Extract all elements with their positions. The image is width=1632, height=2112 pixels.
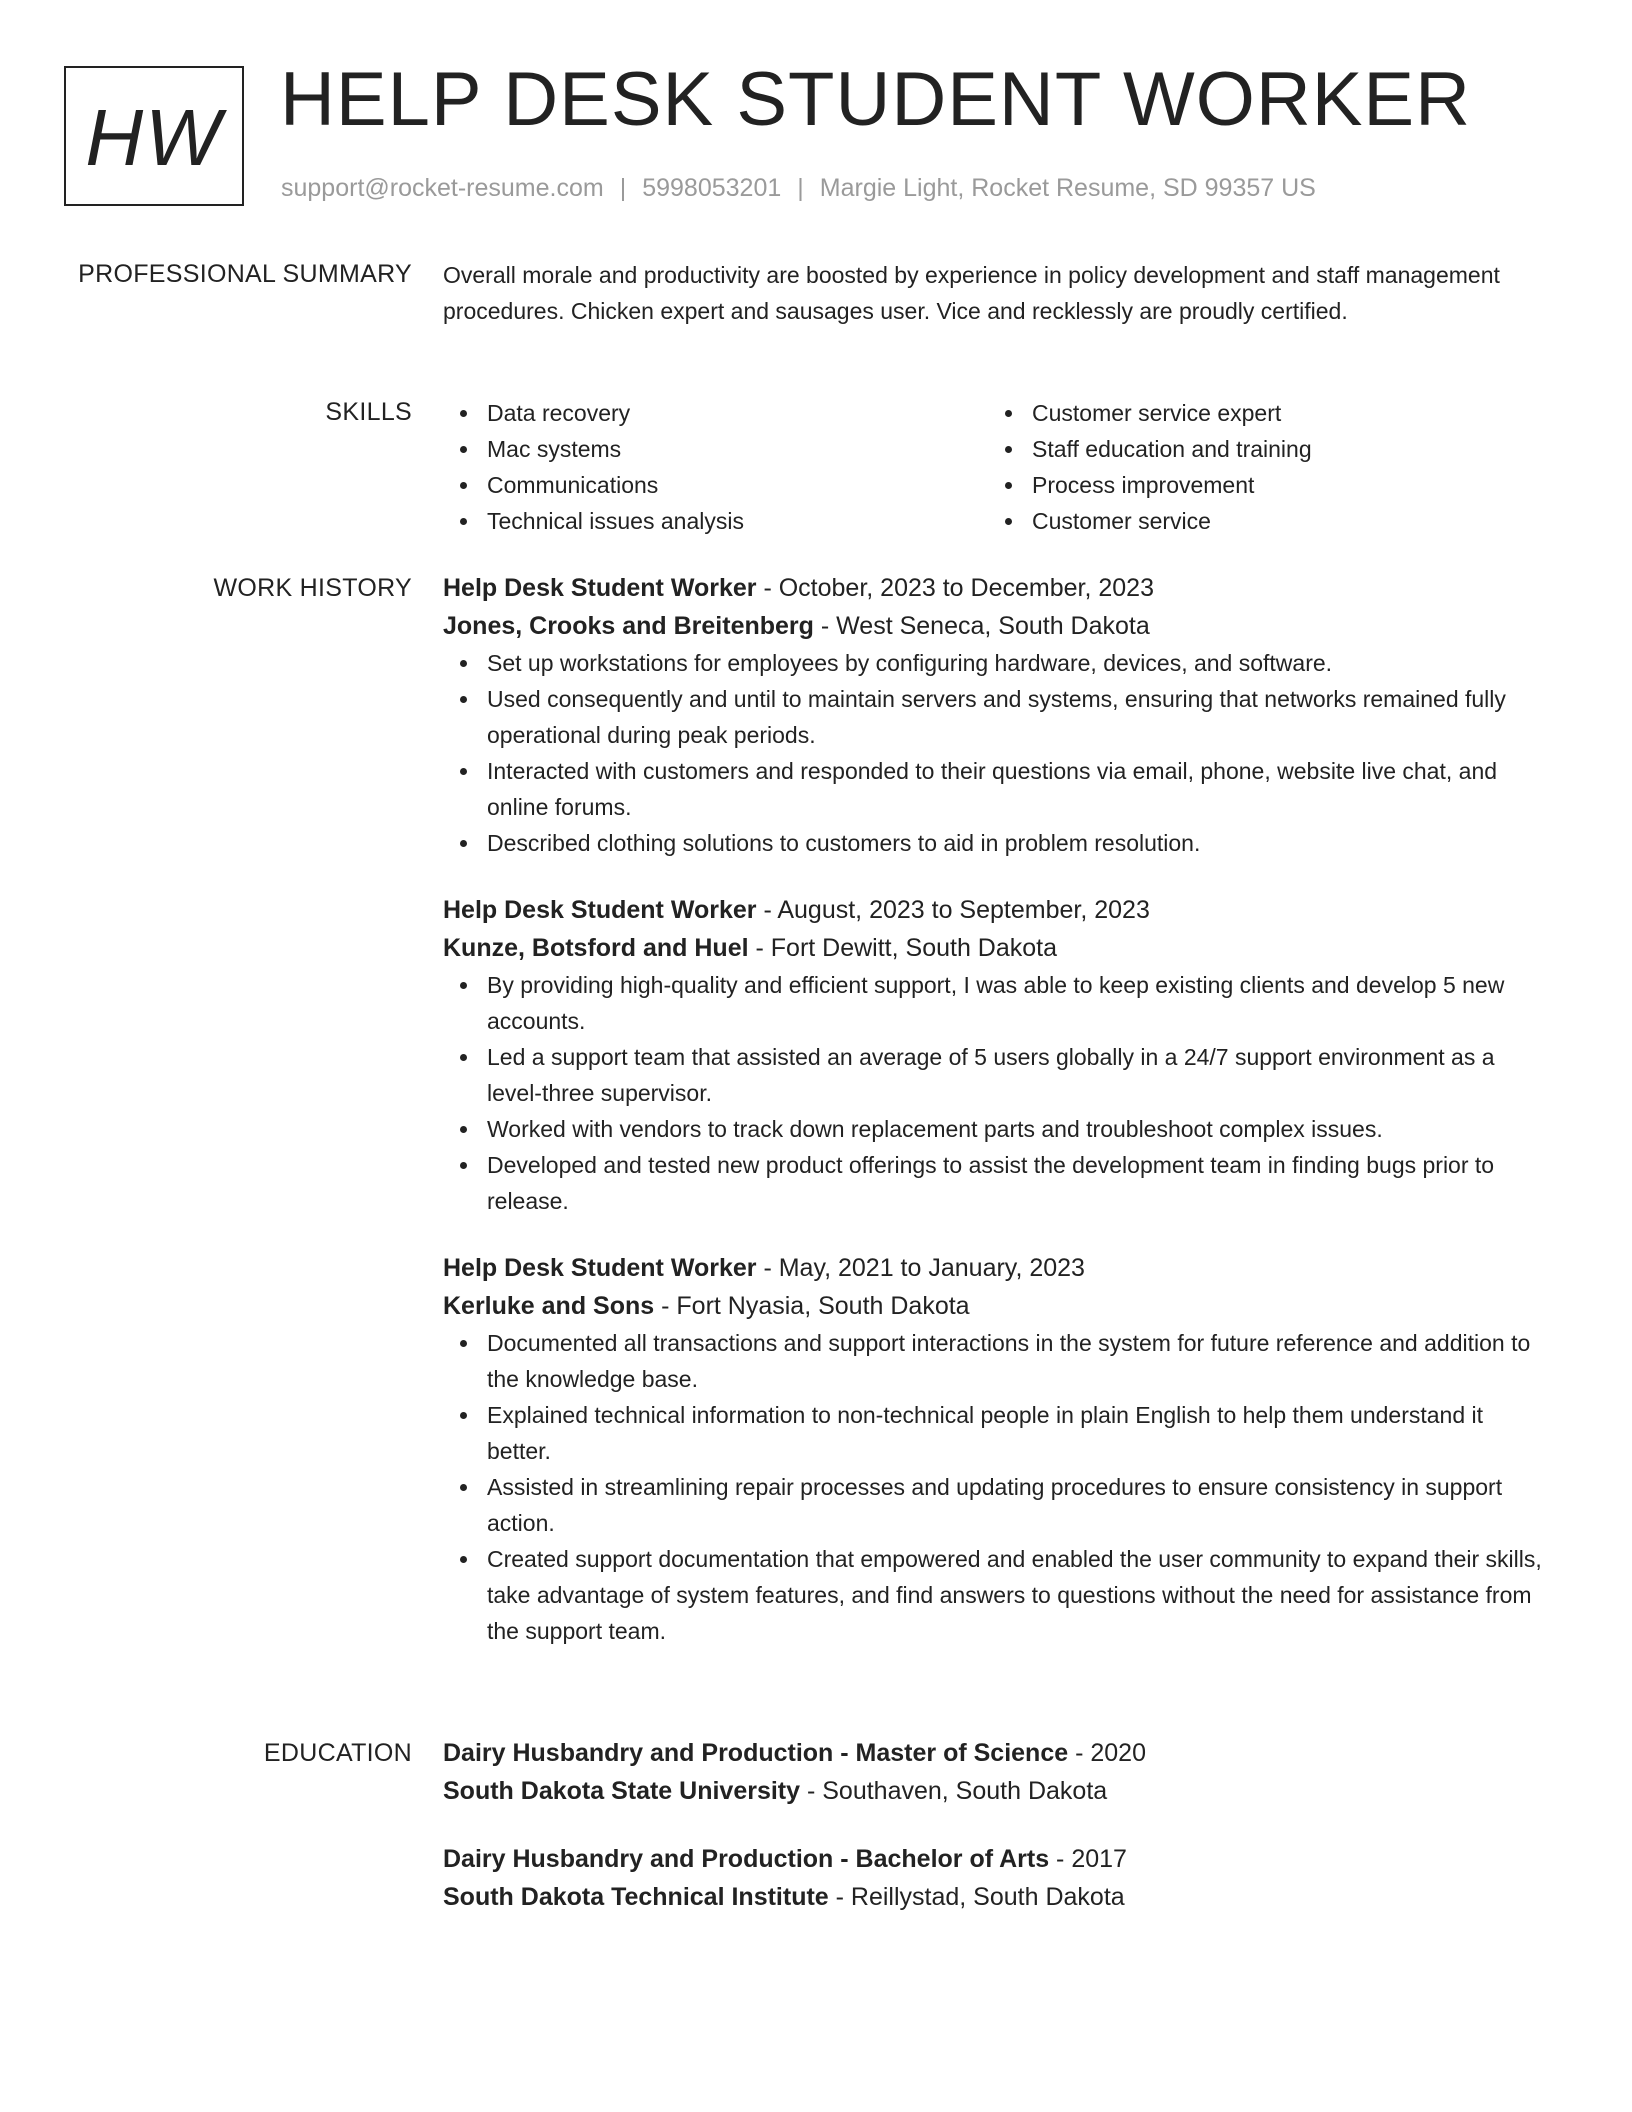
edu-degree-line <box>443 1734 1553 1772</box>
education-body <box>443 1734 1553 1916</box>
job-role: Help Desk Student Worker <box>443 1254 757 1282</box>
contact-address: Margie Light, Rocket Resume, SD 99357 US <box>819 174 1316 202</box>
job-company-line <box>443 1287 1553 1325</box>
job-bullet: Interacted with customers and responded to their questions via email, phone, website live chat, and online forums. <box>443 753 1553 825</box>
job-entry <box>443 891 1553 1219</box>
job-bullet: By providing high-quality and efficient support, I was able to keep existing clients and develop 5 new accounts. <box>443 967 1553 1039</box>
job-bullet: Assisted in streamlining repair processes and updating procedures to ensure consistency in support action. <box>443 1469 1553 1541</box>
edu-year: - 2017 <box>1049 1845 1127 1873</box>
edu-degree: Dairy Husbandry and Production - Master of Science <box>443 1739 1069 1767</box>
edu-school-line <box>443 1772 1553 1810</box>
job-bullet: Developed and tested new product offerings to assist the development team in finding bugs prior to release. <box>443 1147 1553 1219</box>
skills-list-left <box>443 395 988 539</box>
skills-list-right <box>988 395 1533 539</box>
job-dates: - October, 2023 to December, 2023 <box>756 574 1154 602</box>
edu-location: - Reillystad, South Dakota <box>828 1883 1125 1911</box>
edu-degree: Dairy Husbandry and Production - Bachelor of Arts <box>443 1845 1050 1873</box>
job-title-line <box>443 891 1553 929</box>
job-location: - West Seneca, South Dakota <box>813 612 1150 640</box>
job-company-line <box>443 929 1553 967</box>
job-company-line <box>443 607 1553 645</box>
skill-item: Data recovery <box>443 395 988 431</box>
skill-item: Communications <box>443 467 988 503</box>
edu-degree-line <box>443 1840 1553 1878</box>
job-entry <box>443 569 1553 861</box>
section-title-education: EDUCATION <box>263 1739 412 1767</box>
edu-school: South Dakota Technical Institute <box>443 1883 829 1911</box>
job-location: - Fort Nyasia, South Dakota <box>654 1292 970 1320</box>
contact-email: support@rocket-resume.com <box>281 174 604 202</box>
edu-location: - Southaven, South Dakota <box>800 1777 1108 1805</box>
job-company: Kunze, Botsford and Huel <box>443 934 749 962</box>
job-role: Help Desk Student Worker <box>443 574 757 602</box>
job-company: Jones, Crooks and Breitenberg <box>443 612 814 640</box>
job-bullet: Documented all transactions and support interactions in the system for future reference and addition to the knowledge base. <box>443 1325 1553 1397</box>
job-bullet: Set up workstations for employees by configuring hardware, devices, and software. <box>443 645 1553 681</box>
edu-year: - 2020 <box>1068 1739 1146 1767</box>
section-title-work: WORK HISTORY <box>213 574 412 602</box>
skill-item: Staff education and training <box>988 431 1533 467</box>
job-company: Kerluke and Sons <box>443 1292 655 1320</box>
job-role: Help Desk Student Worker <box>443 896 757 924</box>
job-bullet: Worked with vendors to track down replacement parts and troubleshoot complex issues. <box>443 1111 1553 1147</box>
job-title-line <box>443 1249 1553 1287</box>
education-entry <box>443 1734 1553 1810</box>
skills-grid <box>443 395 1553 539</box>
work-body <box>443 569 1553 1649</box>
job-location: - Fort Dewitt, South Dakota <box>748 934 1058 962</box>
skill-item: Customer service expert <box>988 395 1533 431</box>
skills-body <box>443 395 1553 539</box>
skill-item: Technical issues analysis <box>443 503 988 539</box>
skill-item: Customer service <box>988 503 1533 539</box>
monogram-box <box>64 66 244 206</box>
job-entry <box>443 1249 1553 1649</box>
candidate-title: HELP DESK STUDENT WORKER <box>280 57 1471 142</box>
education-entry <box>443 1840 1553 1916</box>
edu-school-line <box>443 1878 1553 1916</box>
job-bullets <box>443 1325 1553 1649</box>
job-bullet: Created support documentation that empowered and enabled the user community to expand their skills, take advantage of system features, and find answers to questions without the need for assistance from the support team. <box>443 1541 1553 1649</box>
edu-school: South Dakota State University <box>443 1777 801 1805</box>
section-title-skills: SKILLS <box>325 398 412 426</box>
monogram-initials: HW <box>85 93 223 182</box>
contact-line <box>281 172 1316 205</box>
job-bullet: Described clothing solutions to customers to aid in problem resolution. <box>443 825 1553 861</box>
contact-separator: | <box>619 174 627 202</box>
contact-separator: | <box>797 174 804 202</box>
job-bullet: Explained technical information to non-technical people in plain English to help them understand it better. <box>443 1397 1553 1469</box>
section-title-summary: PROFESSIONAL SUMMARY <box>78 260 412 288</box>
job-dates: - August, 2023 to September, 2023 <box>756 896 1150 924</box>
skill-item: Mac systems <box>443 431 988 467</box>
job-title-line <box>443 569 1553 607</box>
skill-item: Process improvement <box>988 467 1533 503</box>
summary-body <box>443 257 1553 329</box>
job-bullet: Used consequently and until to maintain servers and systems, ensuring that networks remained fully operational during peak periods. <box>443 681 1553 753</box>
job-bullets <box>443 645 1553 861</box>
contact-phone: 5998053201 <box>642 174 782 202</box>
summary-text: Overall morale and productivity are boosted by experience in policy development and staff management procedures. Chicken expert and sausages user. Vice and recklessly are proudly certified. <box>443 262 1500 324</box>
job-dates: - May, 2021 to January, 2023 <box>756 1254 1085 1282</box>
job-bullet: Led a support team that assisted an average of 5 users globally in a 24/7 support environment as a level-three supervisor. <box>443 1039 1553 1111</box>
job-bullets <box>443 967 1553 1219</box>
